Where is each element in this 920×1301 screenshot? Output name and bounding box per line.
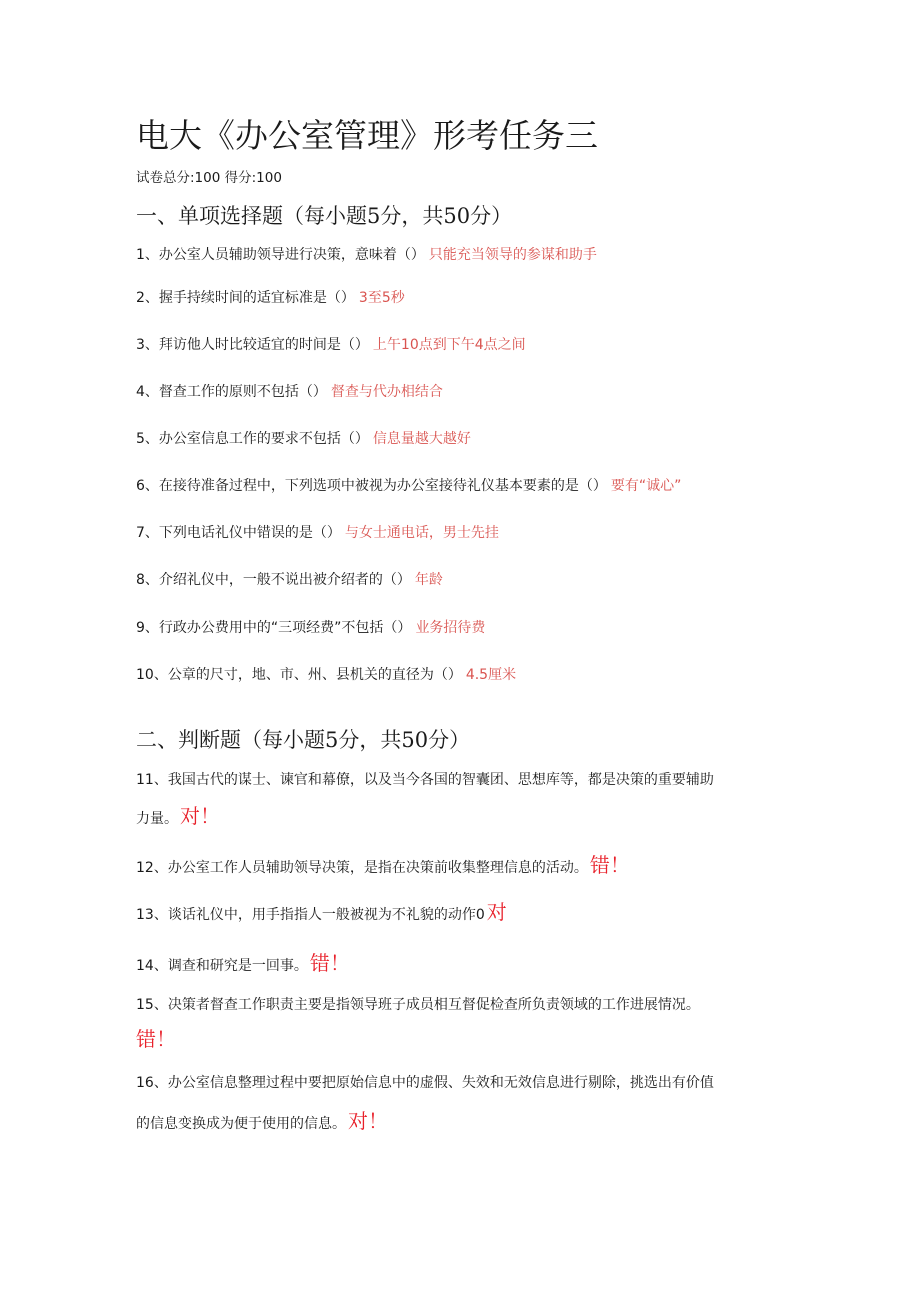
question-8 [136,569,443,591]
question-number: 8、 [136,572,159,588]
question-10 [136,664,516,686]
question-number: 14、 [136,958,168,974]
question-text: 下列电话礼仪中错误的是（） [158,525,341,541]
question-number: 16、 [136,1075,168,1091]
answer-text: 业务招待费 [415,620,486,636]
page-title: 电大《办公室管理》形考任务三 [136,116,598,155]
question-text: 拜访他人时比较适宜的时间是（） [158,337,369,353]
answer-text: 只能充当领导的参谋和助手 [428,247,597,263]
question-text: 公章的尺寸，地、市、州、县机关的直径为（） [167,667,462,683]
question-line [136,769,714,791]
judgement-mark: 对！ [348,1109,388,1133]
question-line [136,805,220,830]
question-line [136,854,630,879]
answer-text: 4.5厘米 [465,667,517,683]
judgement-mark: 对 [486,900,507,924]
question-text: 谈话礼仪中，用手指指人一般被视为不礼貌的动作0 [167,907,485,923]
question-number: 12、 [136,860,168,876]
question-1 [136,244,597,266]
question-number: 3、 [136,337,159,353]
section-heading-true-false: 二、判断题（每小题5分，共50分） [136,728,471,752]
answer-text: 年龄 [414,572,443,588]
question-line [136,1028,176,1053]
question-text: 办公室工作人员辅助领导决策，是指在决策前收集整理信息的活动。 [167,860,588,876]
question-number: 9、 [136,620,159,636]
score-line: 试卷总分:100 得分:100 [136,170,282,186]
question-text: 在接待准备过程中，下列选项中被视为办公室接待礼仪基本要素的是（） [158,478,607,494]
question-7 [136,522,499,544]
question-text: 决策者督查工作职责主要是指领导班子成员相互督促检查所负责领域的工作进展情况。 [167,997,700,1013]
question-15 [136,994,786,1064]
answer-text: 3至5秒 [358,290,405,306]
question-3 [136,334,526,356]
question-2 [136,287,405,309]
question-text: 办公室人员辅助领导进行决策，意味着（） [158,247,425,263]
question-number: 10、 [136,667,168,683]
question-number: 7、 [136,525,159,541]
judgement-mark: 错！ [309,951,350,975]
question-11 [136,769,786,839]
question-16 [136,1072,786,1142]
question-6 [136,475,681,497]
question-number: 13、 [136,907,168,923]
question-text: 办公室信息整理过程中要把原始信息中的虚假、失效和无效信息进行剔除，挑选出有价值 [167,1075,714,1091]
section-heading-single-choice: 一、单项选择题（每小题5分，共50分） [136,204,513,228]
answer-text: 信息量越大越好 [372,431,471,447]
question-number: 15、 [136,997,168,1013]
question-number: 2、 [136,290,159,306]
question-5 [136,428,471,450]
question-text-continued: 的信息变换成为便于使用的信息。 [136,1116,346,1132]
question-text: 办公室信息工作的要求不包括（） [158,431,369,447]
question-number: 1、 [136,247,159,263]
question-line [136,901,507,926]
question-text: 行政办公费用中的“三项经费”不包括（） [158,620,412,636]
judgement-mark: 对！ [180,804,220,828]
question-line [136,1072,714,1094]
answer-text: 督查与代办相结合 [330,384,443,400]
judgement-mark: 错！ [589,853,630,877]
question-number: 11、 [136,772,168,788]
answer-text: 与女士通电话，男士先挂 [344,525,499,541]
question-text: 介绍礼仪中，一般不说出被介绍者的（） [158,572,411,588]
question-number: 4、 [136,384,159,400]
question-line [136,952,350,977]
question-line [136,1110,388,1135]
question-9 [136,617,485,639]
answer-text: 要有“诚心” [610,478,682,494]
question-4 [136,381,443,403]
question-text-continued: 力量。 [136,811,178,827]
question-text: 我国古代的谋士、谏官和幕僚，以及当今各国的智囊团、思想库等，都是决策的重要辅助 [167,772,714,788]
judgement-mark: 错！ [136,1027,176,1051]
question-text: 握手持续时间的适宜标准是（） [158,290,355,306]
question-number: 6、 [136,478,159,494]
question-text: 调查和研究是一回事。 [167,958,308,974]
question-line [136,994,700,1016]
question-text: 督查工作的原则不包括（） [158,384,327,400]
question-number: 5、 [136,431,159,447]
answer-text: 上午10点到下午4点之间 [372,337,526,353]
